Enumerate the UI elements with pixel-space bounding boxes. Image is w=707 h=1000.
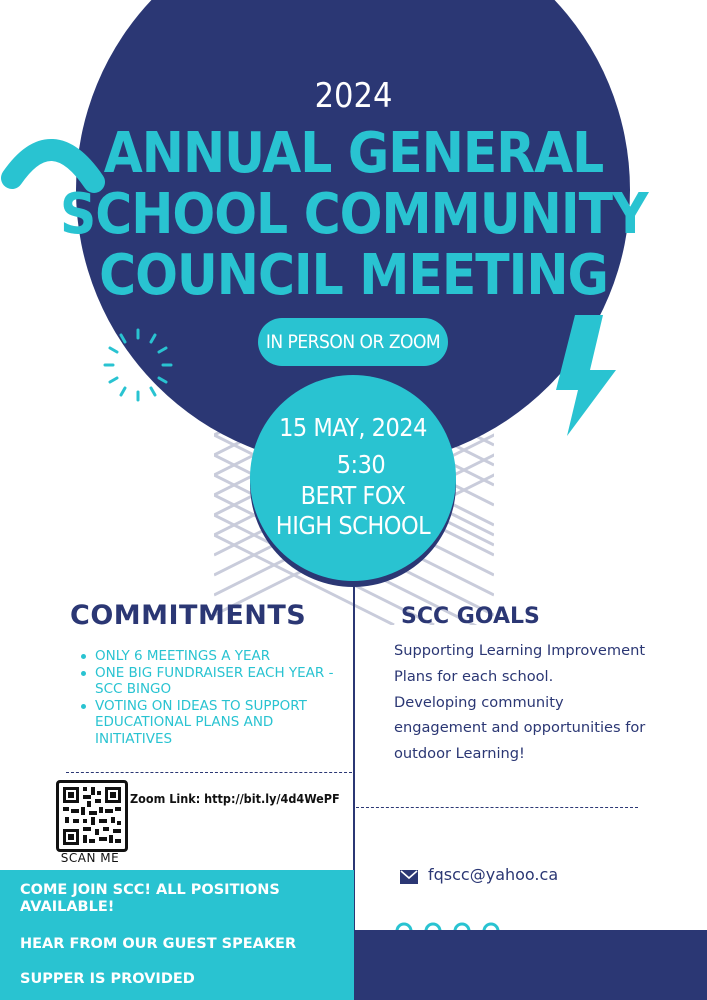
commitments-heading: COMMITMENTS (70, 600, 307, 631)
footer-navy-panel (354, 930, 707, 1000)
title-line-1: ANNUAL GENERAL (103, 121, 604, 186)
cta-join: COME JOIN SCC! ALL POSITIONS AVAILABLE! (20, 882, 280, 915)
goals-text (394, 638, 654, 767)
contact-email[interactable]: fqscc@yahoo.ca (428, 865, 559, 884)
title-line-2: SCHOOL COMMUNITY (60, 182, 648, 247)
event-date: 15 MAY, 2024 (279, 413, 427, 442)
list-item: ONE BIG FUNDRAISER EACH YEAR - SCC BINGO (78, 665, 348, 698)
mail-icon (400, 870, 418, 884)
event-location-line-2: HIGH SCHOOL (275, 511, 431, 540)
event-time: 5:30 (336, 450, 386, 479)
left-dashed-divider (66, 772, 352, 773)
event-year: 2024 (314, 76, 393, 116)
format-pill: IN PERSON OR ZOOM (258, 318, 448, 366)
commitments-list (78, 648, 348, 747)
qr-code-icon (59, 783, 125, 849)
right-dashed-divider (356, 807, 638, 808)
goals-heading: SCC GOALS (401, 604, 540, 629)
qr-code[interactable] (56, 780, 128, 852)
list-item: VOTING ON IDEAS TO SUPPORT EDUCATIONAL PLANS AND INITIATIVES (78, 698, 348, 748)
goals-paragraph-1: Supporting Learning Improvement Plans for each school. (394, 642, 646, 685)
event-location-line-1: BERT FOX (300, 481, 406, 510)
title-line-3: COUNCIL MEETING (99, 243, 608, 308)
goals-paragraph-2: Developing community engagement and opportunities for outdoor Learning! (394, 693, 646, 763)
cta-supper: SUPPER IS PROVIDED (20, 971, 195, 987)
list-item: ONLY 6 MEETINGS A YEAR (78, 648, 348, 665)
zoom-link[interactable]: Zoom Link: http://bit.ly/4d4WePF (130, 791, 340, 806)
cta-speaker: HEAR FROM OUR GUEST SPEAKER (20, 936, 297, 952)
scan-me-label: SCAN ME (60, 851, 120, 865)
